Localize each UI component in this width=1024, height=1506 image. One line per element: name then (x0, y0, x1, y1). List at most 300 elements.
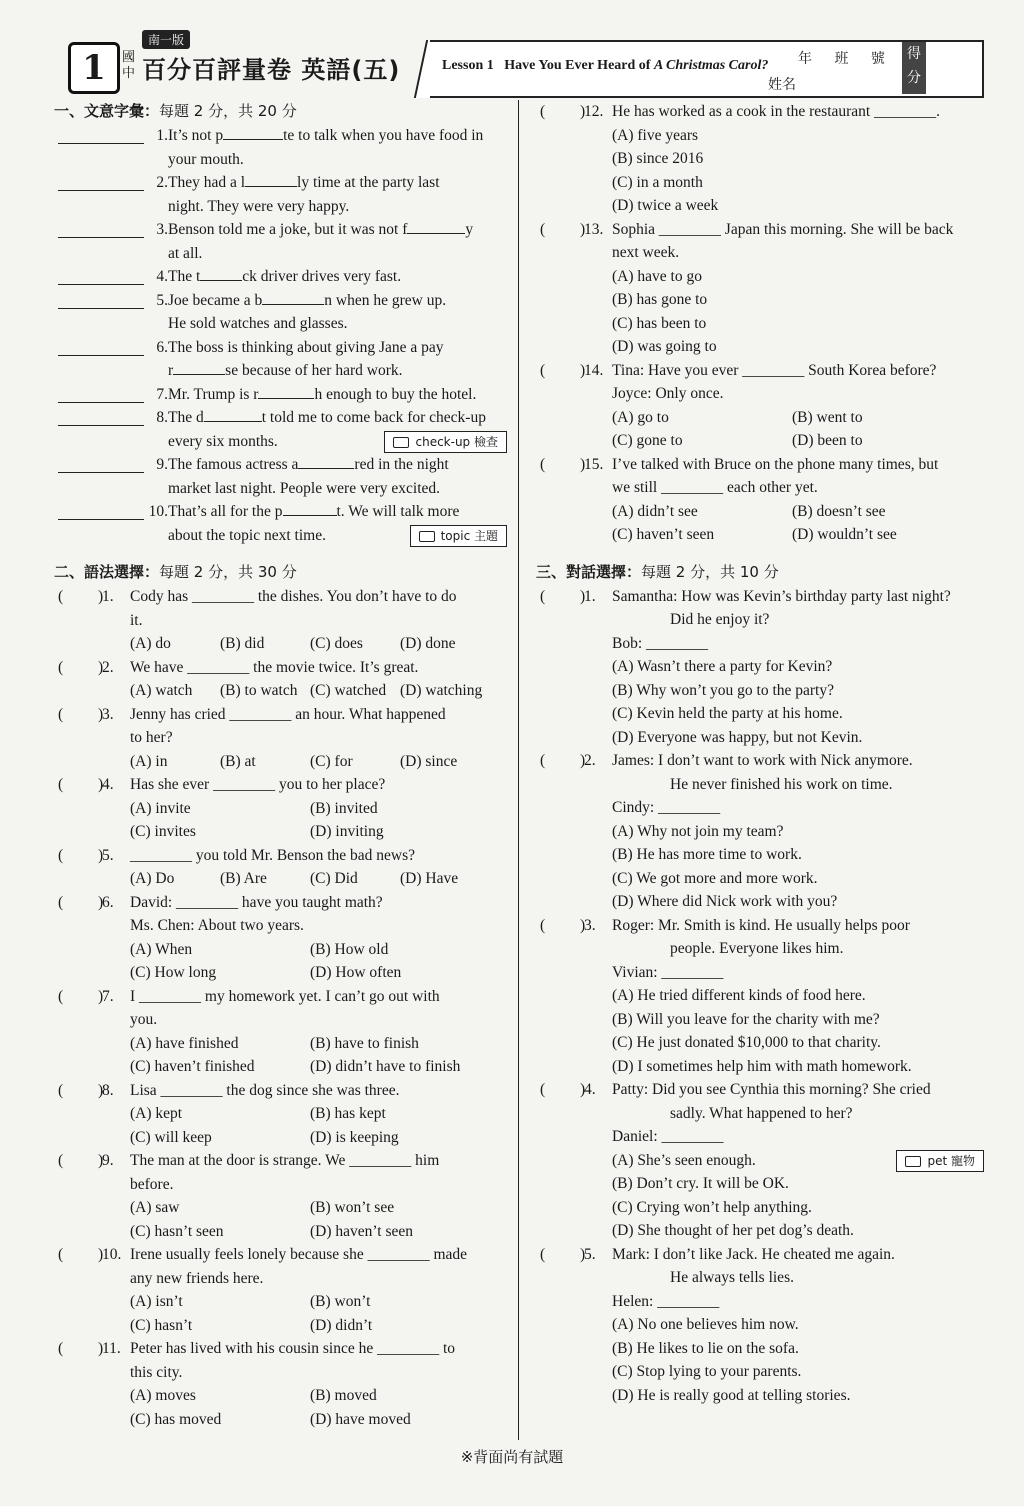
item-line (168, 430, 509, 454)
vocab-item (54, 336, 509, 383)
item-line (168, 312, 509, 336)
option[interactable]: (A) go to (612, 408, 669, 426)
question-body (130, 844, 509, 891)
item-number: 4. (156, 268, 168, 285)
options (130, 679, 509, 703)
answer-line[interactable] (58, 472, 144, 473)
question-line: Lisa ________ the dog since she was three. (130, 1081, 400, 1099)
option[interactable]: (B) How old (310, 940, 389, 958)
hint-wrap (410, 524, 507, 548)
question-line: next week. (612, 244, 680, 261)
lesson-book: A Christmas Carol? (653, 58, 769, 73)
option[interactable]: (B) Are (220, 870, 267, 887)
text: Mr. Trump is r (168, 385, 259, 403)
item-number: 5. (156, 291, 168, 309)
option[interactable]: (C) hasn’t seen (130, 1222, 224, 1240)
question-line: James: I don’t want to work with Nick anymore. (612, 752, 913, 769)
question-line: you. (130, 1011, 158, 1028)
item-number: 3. (156, 221, 168, 238)
question-line: David: ________ have you taught math? (130, 893, 383, 911)
question-line: The man at the door is strange. We ________ him (130, 1152, 440, 1169)
question-item: ( ) 1. Cody has ________ the dishes. You don’t have to do it. (A) do (B) did (C) does (D) done (54, 585, 509, 656)
text: The boss is thinking about giving Jane a pay (168, 338, 444, 356)
answer-blank (283, 515, 337, 516)
book-icon (393, 437, 409, 448)
question-line: sadly. What happened to her? (670, 1104, 853, 1122)
lesson-name: Have You Ever Heard of (504, 58, 651, 73)
question-line: Tina: Have you ever ________ South Korea before? (612, 361, 937, 379)
item-text (150, 453, 509, 500)
right-column (536, 100, 988, 1407)
answer-blank (200, 280, 242, 281)
question-line: Cody has ________ the dishes. You don’t have to do (130, 588, 457, 605)
options (130, 632, 509, 656)
answer-line[interactable] (58, 402, 144, 403)
item-number: 2. (156, 174, 168, 191)
item-line (168, 171, 509, 195)
text: t. We will talk more (336, 503, 460, 520)
answer-blank (407, 233, 465, 234)
question-item: ( ) 9. The man at the door is strange. We ________ him before. (A) saw (B) won’t see (C) hasn’t seen (D) haven’t seen (54, 1149, 509, 1243)
item-number: 9. (102, 1152, 114, 1169)
item-number: 1. (102, 588, 114, 605)
hint-wrap (896, 1149, 984, 1173)
item-number: 8. (102, 1081, 114, 1099)
question-body (130, 1337, 509, 1431)
question-item: ( ) 2. James: I don’t want to work with Nick anymore. He never finished his work on time. Cindy: ________ (A) Why not join my team? (B) He has more time to work. (C) We got more and more work. (D) Where did Nick work with you? (536, 749, 988, 914)
question-body (612, 585, 988, 750)
option[interactable]: (C) watched (310, 682, 387, 699)
page-header (50, 28, 984, 96)
column-divider (518, 100, 519, 1440)
option[interactable]: (A) moves (130, 1387, 196, 1404)
hint-box (896, 1150, 984, 1172)
option[interactable]: (D) Where did Nick work with you? (612, 893, 838, 910)
lesson-title (442, 58, 768, 74)
option[interactable]: (C) will keep (130, 1128, 212, 1146)
item-line (168, 359, 509, 383)
question-line: Mark: I don’t like Jack. He cheated me again. (612, 1245, 895, 1263)
item-text (150, 406, 509, 453)
item-number: 4. (102, 776, 114, 793)
options (130, 938, 509, 985)
text: ly time at the party last (297, 174, 440, 191)
option[interactable]: (C) hasn’t (130, 1316, 193, 1334)
question-body (130, 985, 509, 1079)
text: They had a l (168, 174, 246, 191)
item-number: 15. (584, 455, 604, 473)
options (130, 1196, 509, 1243)
answer-blank (262, 304, 324, 305)
answer-line[interactable] (58, 190, 144, 191)
option[interactable]: (B) won’t (310, 1293, 371, 1310)
option[interactable]: (A) kept (130, 1105, 183, 1122)
option[interactable]: (B) He likes to lie on the sofa. (612, 1339, 799, 1357)
option[interactable]: (C) Did (310, 870, 358, 887)
option[interactable]: (B) has gone to (612, 291, 708, 308)
question-item: ( ) 8. Lisa ________ the dog since she was three. (A) kept (B) has kept (C) will keep (D) is keeping (54, 1079, 509, 1150)
text: red in the night (354, 456, 449, 473)
option[interactable]: (C) in a month (612, 173, 703, 191)
question-item: ( ) 1. Samantha: How was Kevin’s birthday party last night? Did he enjoy it? Bob: ________ (A) Wasn’t there a party for Kevin? (B) Why won’t you go to the party? (C) Kevin held the party at his home. (D) Everyone was happy, but not Kevin. (536, 585, 988, 750)
options (130, 1384, 509, 1431)
option[interactable]: (D) been to (792, 432, 863, 449)
hint-wrap (384, 430, 507, 454)
text: The t (168, 268, 201, 285)
question-line: this city. (130, 1363, 183, 1381)
question-body (612, 914, 988, 1079)
option[interactable]: (D) was going to (612, 338, 717, 355)
option-row (612, 1149, 988, 1173)
option[interactable]: (A) invite (130, 799, 191, 817)
item-line (168, 453, 509, 477)
answer-line[interactable] (58, 143, 144, 144)
option[interactable]: (D) wouldn’t see (792, 526, 897, 543)
item-line (168, 406, 509, 430)
question-item: ( ) 7. I ________ my homework yet. I can’t go out with you. (A) have finished (B) have to finish (C) haven’t finished (D) didn’t have to finish (54, 985, 509, 1079)
option[interactable]: (B) have to finish (310, 1034, 419, 1052)
question-line: Joyce: Only once. (612, 385, 724, 402)
options (130, 750, 509, 774)
question-item: ( ) 12. He has worked as a cook in the restaurant ________. (A) five years (B) since 2016 (C) in a month (D) twice a week (536, 100, 988, 218)
option[interactable]: (C) has moved (130, 1410, 222, 1428)
question-item: ( ) 4. Has she ever ________ you to her place? (A) invite (B) invited (C) invites (D) inviting (54, 773, 509, 844)
question-line: we still ________ each other yet. (612, 479, 818, 496)
option[interactable]: (A) didn’t see (612, 502, 698, 520)
option[interactable]: (B) won’t see (310, 1199, 395, 1216)
question-body (130, 1079, 509, 1150)
text: r (168, 362, 174, 379)
option[interactable]: (D) have moved (310, 1410, 411, 1428)
option[interactable]: (B) Don’t cry. It will be OK. (612, 1175, 789, 1192)
item-number: 1. (156, 127, 168, 144)
text: The d (168, 409, 204, 426)
vocab-item (54, 406, 509, 453)
answer-blank (173, 374, 225, 375)
grammar-list-right (536, 100, 988, 547)
item-number: 14. (584, 361, 604, 379)
option[interactable]: (D) He is really good at telling stories. (612, 1386, 851, 1404)
question-body (130, 1149, 509, 1243)
option[interactable]: (D) is keeping (310, 1128, 399, 1146)
question-item: ( ) 3. Roger: Mr. Smith is kind. He usually helps poor people. Everyone likes him. Vivian: ________ (A) He tried different kinds of food here. (B) Will you leave for the charity with me? (C) He just donated $10,000 to that charity. (D) I sometimes help him with math homework. (536, 914, 988, 1079)
answer-blank (245, 186, 297, 187)
answer-line[interactable] (58, 308, 144, 309)
option[interactable]: (C) Stop lying to your parents. (612, 1363, 802, 1380)
text: h enough to buy the hotel. (314, 385, 477, 403)
question-item: ( ) 6. David: ________ have you taught math? Ms. Chen: About two years. (A) When (B) How old (C) How long (D) How often (54, 891, 509, 985)
option[interactable]: (B) went to (792, 408, 863, 426)
score-label: 得分 (902, 42, 926, 94)
item-text (150, 218, 509, 265)
question-item: ( ) 13. Sophia ________ Japan this morning. She will be back next week. (A) have to go (B) has gone to (C) has been to (D) was going to (536, 218, 988, 359)
question-line: Roger: Mr. Smith is kind. He usually helps poor (612, 916, 910, 934)
hint-box (384, 431, 507, 453)
question-line: Vivian: ________ (612, 963, 724, 981)
option[interactable]: (D) done (400, 635, 456, 652)
option[interactable]: (B) invited (310, 799, 378, 817)
item-number: 9. (156, 456, 168, 473)
question-item: ( ) 14. Tina: Have you ever ________ South Korea before? Joyce: Only once. (A) go to (B) went to (C) gone to (D) been to (536, 359, 988, 453)
option[interactable]: (A) isn’t (130, 1293, 183, 1310)
answer-line[interactable] (58, 284, 144, 285)
volume-number: 1 (68, 42, 120, 94)
question-line: Ms. Chen: About two years. (130, 917, 304, 934)
option[interactable]: (A) do (130, 635, 171, 652)
name-label: 姓名 (768, 77, 796, 93)
option[interactable]: (C) has been to (612, 314, 707, 332)
item-line (168, 383, 509, 407)
item-number: 7. (156, 385, 168, 403)
item-line (168, 265, 509, 289)
item-number: 3. (102, 705, 114, 723)
option[interactable]: (C) Kevin held the party at his home. (612, 705, 843, 722)
question-body (130, 703, 509, 774)
option[interactable]: (D) twice a week (612, 197, 719, 214)
option[interactable]: (A) have to go (612, 267, 702, 285)
text: The famous actress a (168, 456, 299, 473)
options (130, 1102, 509, 1149)
question-body (612, 100, 988, 218)
item-line (168, 524, 509, 548)
question-line: I’ve talked with Bruce on the phone many times, but (612, 455, 939, 473)
option[interactable]: (B) moved (310, 1387, 377, 1404)
option[interactable]: (A) saw (130, 1199, 180, 1216)
option[interactable]: (A) She’s seen enough. (612, 1151, 756, 1169)
vocab-item (54, 453, 509, 500)
option[interactable]: (D) She thought of her pet dog’s death. (612, 1222, 854, 1239)
publisher-badge: 南一版 (142, 30, 190, 49)
item-number: 13. (584, 220, 604, 238)
option[interactable]: (A) Why not join my team? (612, 822, 784, 840)
question-line: it. (130, 611, 143, 629)
item-text (150, 124, 509, 171)
answer-line[interactable] (58, 355, 144, 356)
vocab-item (54, 171, 509, 218)
text: market last night. People were very excited. (168, 479, 441, 497)
option[interactable]: (D) watching (400, 682, 483, 699)
option[interactable]: (C) We got more and more work. (612, 869, 818, 887)
options (612, 406, 988, 453)
item-number: 5. (102, 846, 114, 864)
answer-line[interactable] (58, 425, 144, 426)
item-line (168, 336, 509, 360)
answer-line[interactable] (58, 519, 144, 520)
text: ck driver drives very fast. (242, 268, 402, 285)
text: y (465, 221, 474, 238)
option[interactable]: (D) Everyone was happy, but not Kevin. (612, 728, 863, 746)
lesson-prefix: Lesson 1 (442, 58, 494, 73)
option[interactable]: (C) How long (130, 964, 217, 981)
item-number: 3. (584, 916, 596, 934)
options (130, 1290, 509, 1337)
question-item: ( ) 11. Peter has lived with his cousin since he ________ to this city. (A) moves (B) moved (C) has moved (D) have moved (54, 1337, 509, 1431)
options (130, 1032, 509, 1079)
question-item: ( ) 2. We have ________ the movie twice. It’s great. (A) watch (B) to watch (C) watched (D) watching (54, 656, 509, 703)
question-body (612, 1078, 988, 1243)
text: n when he grew up. (324, 291, 447, 309)
question-line: We have ________ the movie twice. It’s great. (130, 658, 419, 676)
item-number: 6. (102, 893, 114, 911)
option[interactable]: (B) to watch (220, 682, 298, 699)
question-line: Jenny has cried ________ an hour. What happened (130, 705, 446, 723)
section1-title: 一、文意字彙：每題 2 分，共 20 分 (54, 102, 297, 120)
item-number: 7. (102, 987, 114, 1005)
option[interactable]: (A) watch (130, 682, 193, 699)
question-line: He has worked as a cook in the restaurant ________. (612, 103, 940, 120)
option[interactable]: (C) does (310, 635, 363, 652)
item-text (150, 336, 509, 383)
vocab-list (54, 124, 509, 547)
class-fields: 年 班 號 (798, 51, 885, 67)
question-line: to her? (130, 729, 173, 746)
option[interactable]: (B) did (220, 635, 265, 652)
option[interactable]: (A) five years (612, 126, 699, 144)
item-line (168, 124, 509, 148)
text: He sold watches and glasses. (168, 315, 348, 332)
option[interactable]: (C) invites (130, 823, 196, 840)
dialog-list (536, 585, 988, 1408)
brand-title: 百分百評量卷 英語(五) (142, 56, 401, 84)
vocab-item (54, 265, 509, 289)
option[interactable]: (A) When (130, 940, 193, 958)
option[interactable]: (A) have finished (130, 1034, 239, 1052)
section3-title: 三、對話選擇：每題 2 分，共 10 分 (536, 562, 779, 581)
option[interactable]: (B) Will you leave for the charity with me? (612, 1010, 880, 1028)
answer-line[interactable] (58, 237, 144, 238)
item-number: 2. (584, 752, 596, 769)
question-line: He never finished his work on time. (670, 775, 893, 793)
option[interactable]: (D) I sometimes help him with math homework. (612, 1057, 912, 1075)
item-text (150, 500, 509, 547)
item-number: 12. (584, 103, 604, 120)
text: That’s all for the p (168, 503, 283, 520)
question-line: any new friends here. (130, 1269, 264, 1287)
vocab-item (54, 383, 509, 407)
question-body (130, 585, 509, 656)
question-line: Bob: ________ (612, 634, 709, 652)
text: about the topic next time. (168, 526, 326, 544)
question-line: I ________ my homework yet. I can’t go out with (130, 987, 440, 1005)
text: your mouth. (168, 150, 244, 168)
vocab-item (54, 124, 509, 171)
vocab-item (54, 289, 509, 336)
option[interactable]: (B) since 2016 (612, 150, 704, 167)
text: t told me to come back for check-up (261, 409, 486, 426)
options (612, 500, 988, 547)
item-number: 10. (102, 1246, 122, 1263)
option[interactable]: (C) haven’t finished (130, 1058, 255, 1075)
item-number: 4. (584, 1081, 596, 1098)
item-text (150, 171, 509, 218)
hint-text: check-up 檢查 (415, 434, 498, 449)
answer-blank (204, 421, 262, 422)
option[interactable]: (A) in (130, 752, 168, 770)
question-line: before. (130, 1175, 174, 1193)
item-number: 11. (102, 1340, 121, 1357)
option[interactable]: (D) haven’t seen (310, 1222, 414, 1240)
item-number: 1. (584, 587, 596, 605)
grammar-list-left (54, 585, 509, 1431)
option[interactable]: (C) for (310, 752, 353, 770)
question-line: Has she ever ________ you to her place? (130, 776, 386, 793)
option[interactable]: (A) No one believes him now. (612, 1316, 799, 1333)
option[interactable]: (C) He just donated $10,000 to that charity. (612, 1034, 881, 1051)
question-body (612, 749, 988, 914)
question-body (612, 359, 988, 453)
vocab-item (54, 500, 509, 547)
section2-title: 二、語法選擇：每題 2 分，共 30 分 (54, 563, 297, 581)
book-icon (419, 531, 435, 542)
question-line: Helen: ________ (612, 1292, 720, 1310)
options (130, 867, 509, 891)
option[interactable]: (C) Crying won’t help anything. (612, 1198, 812, 1216)
text: night. They were very happy. (168, 197, 350, 215)
question-body (612, 1243, 988, 1408)
question-item: ( ) 4. Patty: Did you see Cynthia this morning? She cried sadly. What happened to her? Daniel: ________ pet 寵物 (A) She’s seen enough. (B) Don’t cry. It will be OK. (C) Crying won’t help anything. (D) She thought of her pet dog’s death. (536, 1078, 988, 1243)
option[interactable]: (D) didn’t have to finish (310, 1058, 461, 1075)
text: se because of her hard work. (225, 362, 403, 379)
text: It’s not p (168, 127, 224, 144)
option[interactable]: (D) Have (400, 870, 459, 887)
option[interactable]: (D) inviting (310, 823, 384, 840)
item-number: 2. (102, 658, 114, 676)
option[interactable]: (B) Why won’t you go to the party? (612, 681, 834, 699)
level-label: 國中 (122, 50, 136, 81)
question-item: ( ) 3. Jenny has cried ________ an hour. What happened to her? (A) in (B) at (C) for (D) since (54, 703, 509, 774)
item-text (150, 383, 509, 407)
item-line (168, 218, 509, 242)
item-line (168, 195, 509, 219)
question-body (130, 656, 509, 703)
option[interactable]: (A) Wasn’t there a party for Kevin? (612, 658, 833, 675)
item-text (150, 289, 509, 336)
question-item: ( ) 5. ________ you told Mr. Benson the bad news? (A) Do (B) Are (C) Did (D) Have (54, 844, 509, 891)
answer-blank (298, 468, 354, 469)
question-line: Irene usually feels lonely because she ________ made (130, 1246, 468, 1263)
hint-text: pet 寵物 (927, 1153, 975, 1168)
question-body (130, 891, 509, 985)
text: every six months. (168, 432, 278, 450)
item-number: 5. (584, 1245, 596, 1263)
option[interactable]: (D) didn’t (310, 1316, 373, 1334)
footer-note: ※背面尚有試題 (460, 1448, 564, 1466)
option[interactable]: (A) He tried different kinds of food here. (612, 987, 866, 1004)
option[interactable]: (B) at (220, 752, 256, 770)
question-line: Patty: Did you see Cynthia this morning? She cried (612, 1081, 931, 1098)
option[interactable]: (D) since (400, 752, 458, 770)
option[interactable]: (C) gone to (612, 432, 683, 449)
option[interactable]: (B) has kept (310, 1105, 386, 1122)
question-item: ( ) 15. I’ve talked with Bruce on the phone many times, but we still ________ each other yet. (A) didn’t see (B) doesn’t see (C) haven’t seen (D) wouldn’t see (536, 453, 988, 547)
option[interactable]: (A) Do (130, 870, 175, 887)
left-column (54, 100, 509, 1431)
hint-box (410, 525, 507, 547)
question-body (130, 773, 509, 844)
question-line: ________ you told Mr. Benson the bad news? (130, 846, 416, 864)
text: Benson told me a joke, but it was not f (168, 221, 408, 238)
option[interactable]: (C) haven’t seen (612, 526, 715, 543)
item-number: 6. (156, 338, 168, 356)
hint-text: topic 主題 (440, 528, 498, 543)
option[interactable]: (B) doesn’t see (792, 502, 886, 520)
question-line: people. Everyone likes him. (670, 940, 844, 957)
item-text (150, 265, 509, 289)
answer-blank (223, 139, 283, 140)
item-line (168, 289, 509, 313)
option[interactable]: (B) He has more time to work. (612, 846, 802, 863)
option[interactable]: (D) How often (310, 964, 402, 981)
